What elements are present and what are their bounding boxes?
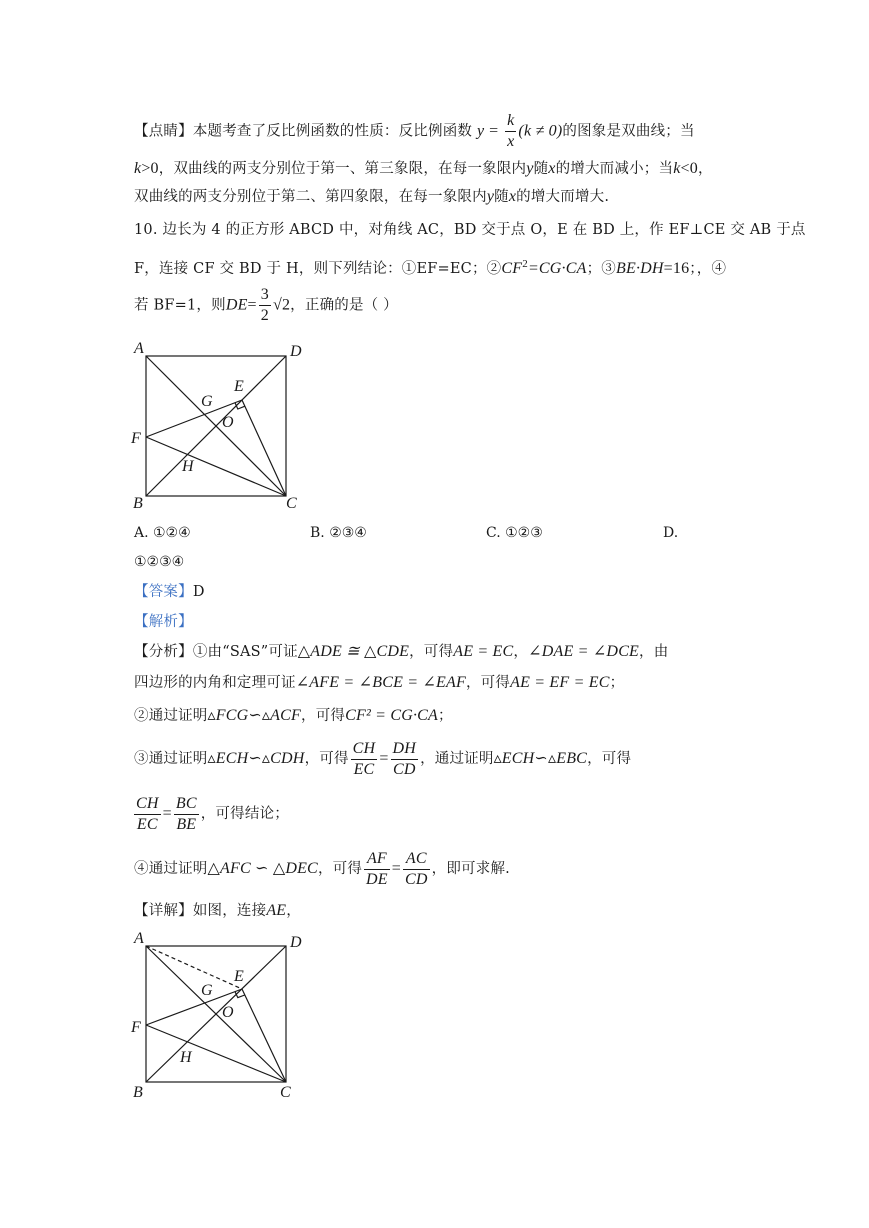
text: ，可得	[465, 675, 511, 691]
option-a[interactable]: A. ①②④	[134, 525, 191, 541]
text: ，可得	[317, 861, 363, 877]
math: AE = EF = EC	[510, 674, 610, 691]
text: ，可得	[301, 708, 346, 724]
math: ▵FCG∽▵ACF	[207, 707, 301, 724]
text: 随	[533, 161, 549, 177]
fraction	[351, 739, 378, 780]
text: ；③	[586, 260, 617, 277]
label-c: C	[280, 1084, 291, 1101]
fraction	[259, 285, 271, 326]
text: F，连接 CF 交 BD 于 H，则下列结论：①EF=EC；②	[134, 260, 502, 277]
fraction-num: BC	[174, 794, 199, 815]
fraction	[403, 849, 430, 890]
dianjing-line-1	[134, 111, 744, 152]
label-f: F	[131, 430, 141, 447]
text: ；	[438, 708, 453, 724]
math: =16	[663, 259, 690, 277]
dianjing-line-3	[134, 186, 744, 208]
text: ，可得	[409, 644, 454, 660]
label-e: E	[234, 378, 244, 395]
math: DE	[225, 296, 248, 314]
fraction-num: 3	[259, 285, 271, 306]
formula-eq: =	[489, 122, 499, 140]
dianjing-text: 本题考查了反比例函数的性质：反比例函数	[192, 123, 473, 140]
math-eq: =	[162, 805, 172, 822]
label-d: D	[290, 934, 302, 951]
math: △ADE ≅ △CDE	[297, 643, 410, 660]
label-o: O	[222, 414, 234, 431]
math: CF² = CG·CA	[345, 707, 439, 724]
math-eq: =	[379, 750, 389, 767]
fraction-num: AC	[403, 849, 430, 870]
label-b: B	[133, 495, 143, 512]
segment-ae-dashed	[146, 946, 242, 989]
math: CF	[501, 259, 523, 277]
fraction-den: EC	[353, 760, 375, 778]
text: ，	[513, 644, 529, 660]
label-b: B	[133, 1084, 143, 1101]
formula-y: y	[476, 122, 485, 140]
math: ▵ECH∽▵EBC	[493, 750, 588, 767]
fenxi-tag: 【分析】	[134, 644, 193, 660]
text: ②通过证明	[134, 708, 208, 724]
label-g: G	[201, 393, 213, 410]
text: ④通过证明	[134, 861, 208, 877]
fraction-den: CD	[392, 760, 416, 778]
xiangjie-line	[134, 900, 744, 922]
math-gt: >0	[141, 160, 159, 177]
math: ∠AFE = ∠BCE = ∠EAF	[295, 674, 466, 691]
fraction-den: DE	[366, 870, 388, 888]
label-c: C	[286, 495, 297, 512]
math: ∠DAE = ∠DCE	[528, 643, 640, 660]
math: ▵ECH∽▵CDH	[207, 750, 305, 767]
geometry-figure-2	[120, 928, 320, 1108]
option-c[interactable]: C. ①②③	[486, 525, 543, 541]
math-lt: <0	[680, 160, 698, 177]
text: ，即可求解.	[431, 861, 510, 877]
label-e: E	[234, 968, 244, 985]
fraction-den: x	[507, 133, 515, 150]
label-a: A	[134, 340, 144, 357]
math: =CG·CA	[527, 259, 587, 277]
math-x: x	[508, 188, 517, 205]
option-d-content: ①②③④	[134, 554, 185, 570]
math-x: x	[548, 160, 556, 177]
text: ，通过证明	[420, 751, 494, 767]
segment-ec	[242, 989, 286, 1082]
fraction-den: EC	[136, 815, 158, 833]
text: 的增大而增大.	[516, 189, 610, 205]
fraction-num: CH	[134, 794, 161, 815]
fraction	[391, 739, 419, 780]
text: ，可得	[587, 751, 632, 767]
text: ，	[286, 903, 301, 919]
dianjing-line-2	[134, 158, 744, 180]
text: ，可得结论；	[200, 806, 289, 822]
answer-line	[134, 581, 744, 603]
fenxi-line-6	[134, 847, 744, 891]
text: ，可得	[304, 751, 349, 767]
math: AE = EC	[453, 643, 514, 660]
text: 的增大而减小；当	[555, 161, 674, 177]
math-k: k	[673, 160, 681, 177]
text: 随	[494, 189, 509, 205]
math: △AFC ∽ △DEC	[207, 860, 318, 877]
option-d[interactable]: D.	[663, 525, 679, 541]
question-line-1: 10. 边长为 4 的正方形 ABCD 中，对角线 AC，BD 交于点 O，E 在 BD 上，作 EF⊥CE 交 AB 于点	[134, 222, 806, 238]
text: ，由	[639, 644, 669, 660]
text: 如图，连接	[192, 903, 267, 919]
text: ③通过证明	[134, 751, 208, 767]
text: ；	[609, 675, 625, 691]
fraction-num: AF	[364, 849, 390, 870]
fraction-den: 2	[260, 307, 269, 324]
question-line-3	[134, 285, 744, 326]
label-o: O	[222, 1004, 234, 1021]
segment-fc	[146, 1025, 286, 1082]
dianjing-tag: 【点睛】	[134, 123, 193, 140]
option-b[interactable]: B. ②③④	[310, 525, 367, 541]
question-line-2	[134, 251, 744, 282]
math: BE·DH	[616, 259, 664, 277]
geometry-figure-1	[120, 336, 320, 516]
answer-tag: 【答案】	[134, 584, 193, 600]
fenxi-line-2	[134, 672, 744, 694]
formula-fraction	[505, 111, 516, 152]
label-g: G	[201, 982, 213, 999]
text: ①由“SAS”可证	[192, 644, 298, 660]
text: 若 BF=1，则	[134, 297, 226, 314]
math: =	[247, 296, 257, 314]
segment-ec	[242, 400, 286, 496]
fraction-num: k	[505, 111, 516, 132]
analysis-tag: 【解析】	[134, 614, 193, 630]
formula-cond: (k ≠ 0)	[518, 122, 563, 140]
fenxi-line-3	[134, 705, 744, 727]
math: AE	[266, 902, 287, 919]
math-sup: 2	[522, 258, 528, 270]
math-eq: =	[391, 860, 402, 877]
fenxi-line-5	[134, 792, 744, 836]
text: ；，④	[689, 260, 727, 277]
math-y: y	[526, 160, 534, 177]
math-radical: √2	[272, 296, 291, 314]
label-h: H	[180, 1049, 192, 1066]
fraction	[174, 794, 199, 835]
label-f: F	[131, 1019, 141, 1036]
answer-value: D	[192, 584, 205, 600]
text: ，正确的是（ ）	[290, 297, 398, 314]
text: ，	[697, 161, 713, 177]
fraction-num: DH	[391, 739, 419, 760]
fraction-den: CD	[405, 870, 428, 888]
xiangjie-tag: 【详解】	[134, 903, 193, 919]
math-k: k	[134, 160, 142, 177]
fraction-den: BE	[176, 815, 197, 833]
text: 四边形的内角和定理可证	[134, 675, 296, 691]
text: 双曲线的两支分别位于第二、第四象限，在每一象限内	[134, 189, 487, 205]
text: ，双曲线的两支分别位于第一、第三象限，在每一象限内	[158, 161, 527, 177]
dianjing-text-2: 的图象是双曲线；当	[562, 123, 695, 140]
label-a: A	[134, 930, 144, 947]
fraction-num: CH	[351, 739, 378, 760]
label-d: D	[290, 343, 302, 360]
fenxi-line-1	[134, 641, 744, 663]
fraction	[134, 794, 161, 835]
math-y: y	[486, 188, 495, 205]
label-h: H	[182, 458, 194, 475]
fraction	[364, 849, 390, 890]
segment-fc	[146, 437, 286, 496]
fenxi-line-4	[134, 737, 744, 781]
